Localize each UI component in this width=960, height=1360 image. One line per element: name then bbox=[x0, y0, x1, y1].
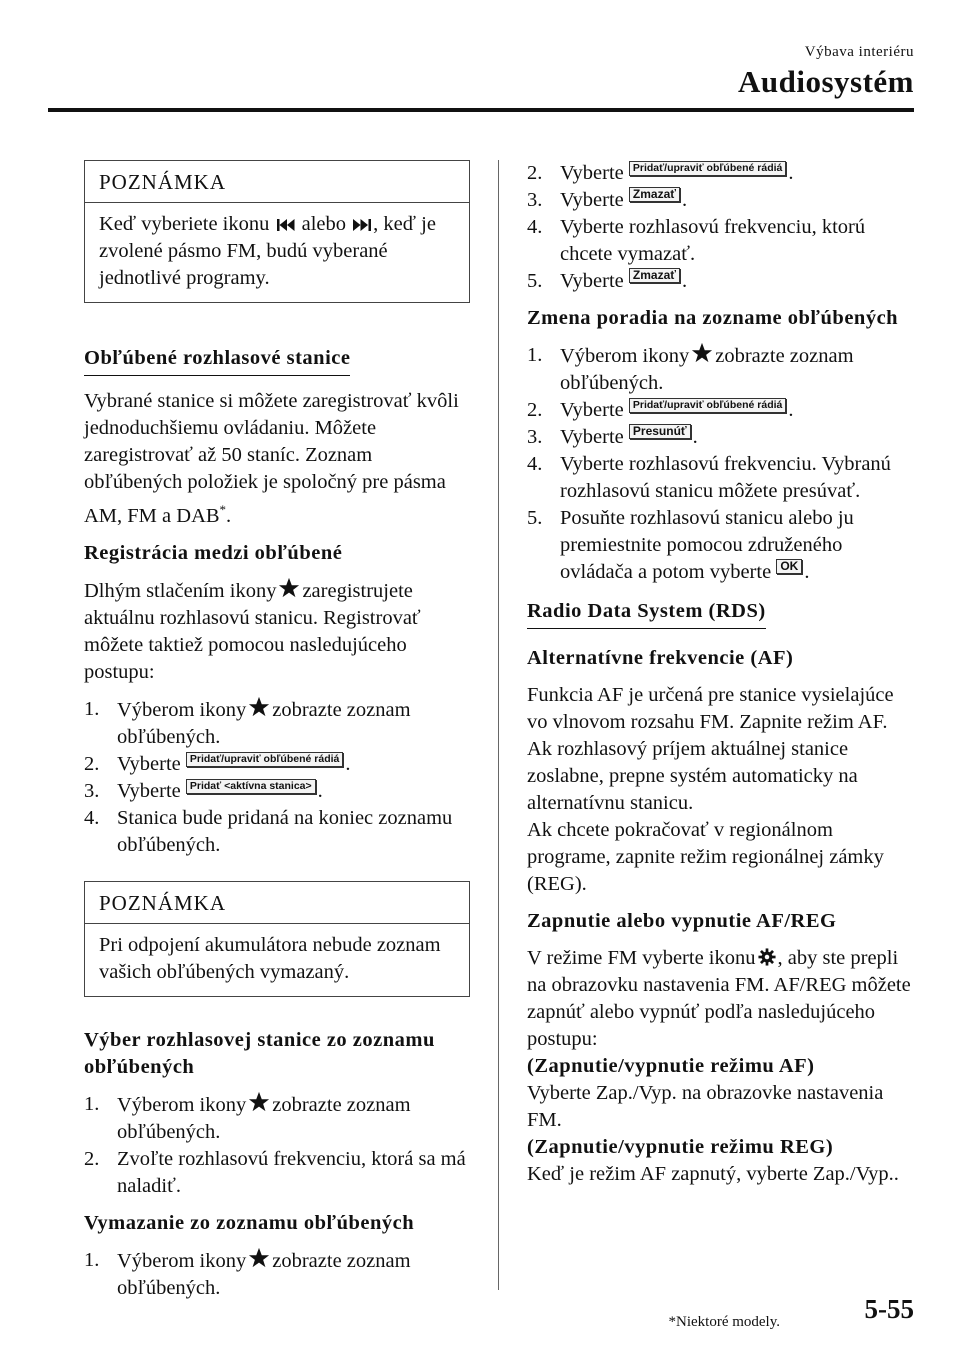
footnote: *Niektoré modely. bbox=[668, 1314, 780, 1330]
list-item: 1. Výberom ikony zobrazte zoznam obľúbených. bbox=[84, 1248, 411, 1299]
list-item: 3. Vyberte Presunúť . bbox=[527, 424, 698, 448]
paragraph: Vybrané stanice si môžete zaregistrovať kvôli jednoduchšiemu ovládaniu. Môžete zaregistrovať až 50 staníc. Zoznam obľúbených položiek je spoločný pre pásma AM, FM a DAB*. bbox=[84, 390, 459, 527]
note-text: alebo bbox=[301, 213, 347, 235]
note-text: , keď je zvolené pásmo FM, budú vyberané jednotlivé programy. bbox=[99, 213, 436, 289]
subheading: (Zapnutie/vypnutie režimu AF) bbox=[527, 1055, 815, 1077]
add-edit-favorites-button[interactable]: Pridať/upraviť obľúbené rádiá bbox=[186, 752, 343, 767]
list-item: 3. Vyberte Zmazať . bbox=[527, 187, 688, 211]
note-body bbox=[85, 203, 469, 302]
left-column bbox=[84, 160, 470, 1312]
gear-icon bbox=[758, 948, 776, 966]
subheading: Výber rozhlasovej stanice zo zoznamu obľúbených bbox=[84, 1028, 435, 1078]
column-divider bbox=[498, 160, 499, 1290]
right-column bbox=[527, 160, 915, 1188]
steps-list bbox=[527, 342, 915, 586]
list-item: 5. Posuňte rozhlasovú stanicu alebo ju premiestnite pomocou združeného ovládača a potom vyberte OK . bbox=[527, 507, 854, 583]
list-item: 4. Stanica bude pridaná na koniec zoznamu obľúbených. bbox=[84, 806, 453, 856]
subheading: Vymazanie zo zoznamu obľúbených bbox=[84, 1211, 415, 1234]
delete-button[interactable]: Zmazať bbox=[629, 187, 680, 202]
paragraph: Dlhým stlačením ikony zaregistrujete aktuálnu rozhlasovú stanicu. Registrovať môžete taktiež pomocou nasledujúceho postupu: bbox=[84, 577, 470, 686]
subheading: Zmena poradia na zozname obľúbených bbox=[527, 307, 899, 329]
star-icon bbox=[248, 696, 270, 718]
section-title: Obľúbené rozhlasové stanice bbox=[84, 345, 350, 376]
delete-button[interactable]: Zmazať bbox=[629, 268, 680, 283]
list-item: 2. Vyberte Pridať/upraviť obľúbené rádiá . bbox=[527, 399, 794, 421]
list-item: 5. Vyberte Zmazať . bbox=[527, 268, 688, 292]
seek-forward-icon bbox=[353, 218, 371, 232]
star-icon bbox=[248, 1247, 270, 1269]
page-number: 5-55 bbox=[864, 1294, 914, 1324]
list-item: 1. Výberom ikony zobrazte zoznam obľúbených. bbox=[84, 1092, 411, 1143]
paragraph: Ak chcete pokračovať v regionálnom programe, zapnite režim regionálnej zámky (REG). bbox=[527, 819, 884, 895]
list-item: 4. Vyberte rozhlasovú frekvenciu, ktorú chcete vymazať. bbox=[527, 216, 866, 265]
list-item: 2. Vyberte Pridať/upraviť obľúbené rádiá . bbox=[527, 162, 794, 184]
paragraph: V režime FM vyberte ikonu , aby ste prepli na obrazovku nastavenia FM. AF/REG môžete zapnúť alebo vypnúť podľa nasledujúceho postupu: bbox=[527, 947, 911, 1050]
note-box bbox=[84, 160, 470, 303]
move-button[interactable]: Presunúť bbox=[629, 424, 691, 439]
note-body: Pri odpojení akumulátora nebude zoznam vašich obľúbených vymazaný. bbox=[99, 933, 441, 983]
header-rule bbox=[48, 108, 914, 112]
list-item: 2. Vyberte Pridať/upraviť obľúbené rádiá . bbox=[84, 752, 351, 775]
note-box bbox=[84, 881, 470, 997]
note-heading: POZNÁMKA bbox=[85, 161, 469, 203]
paragraph: Keď je režim AF zapnutý, vyberte Zap./Vyp.. bbox=[527, 1163, 899, 1185]
subheading: Alternatívne frekvencie (AF) bbox=[527, 647, 794, 669]
steps-list bbox=[84, 1091, 470, 1200]
ok-button[interactable]: OK bbox=[776, 559, 802, 574]
list-item: 4. Vyberte rozhlasovú frekvenciu. Vybranú rozhlasovú stanicu môžete presúvať. bbox=[527, 453, 891, 502]
add-edit-favorites-button[interactable]: Pridať/upraviť obľúbené rádiá bbox=[629, 398, 786, 413]
steps-list bbox=[527, 160, 915, 295]
list-item: 1. Výberom ikony zobrazte zoznam obľúbených. bbox=[527, 344, 854, 394]
steps-list bbox=[84, 1247, 470, 1302]
paragraph: Vyberte Zap./Vyp. na obrazovke nastavenia FM. bbox=[527, 1082, 884, 1131]
page-title: Audiosystém bbox=[737, 64, 914, 99]
add-active-station-button[interactable]: Pridať <aktívna stanica> bbox=[186, 779, 316, 794]
star-icon bbox=[248, 1091, 270, 1113]
star-icon bbox=[691, 342, 713, 364]
subheading: (Zapnutie/vypnutie režimu REG) bbox=[527, 1136, 834, 1158]
list-item: 3. Vyberte Pridať <aktívna stanica> . bbox=[84, 779, 323, 802]
paragraph: Funkcia AF je určená pre stanice vysielajúce vo vlnovom rozsahu FM. Zapnite režim AF. Ak rozhlasový príjem aktuálnej stanice zoslabne, prepne systém automaticky na alternatívnu stanicu. bbox=[527, 684, 894, 814]
seek-back-icon bbox=[277, 218, 295, 232]
list-item: 1. Výberom ikony zobrazte zoznam obľúbených. bbox=[84, 697, 411, 748]
subheading: Zapnutie alebo vypnutie AF/REG bbox=[527, 910, 837, 932]
add-edit-favorites-button[interactable]: Pridať/upraviť obľúbené rádiá bbox=[629, 161, 786, 176]
note-heading: POZNÁMKA bbox=[85, 882, 469, 924]
subheading: Registrácia medzi obľúbené bbox=[84, 541, 343, 564]
section-title: Radio Data System (RDS) bbox=[527, 598, 766, 629]
steps-list bbox=[84, 696, 470, 859]
header-section: Výbava interiéru bbox=[804, 44, 914, 60]
note-text: Keď vyberiete ikonu bbox=[99, 213, 270, 235]
list-item: 2. Zvoľte rozhlasovú frekvenciu, ktorá sa má naladiť. bbox=[84, 1147, 466, 1197]
star-icon bbox=[278, 577, 300, 599]
